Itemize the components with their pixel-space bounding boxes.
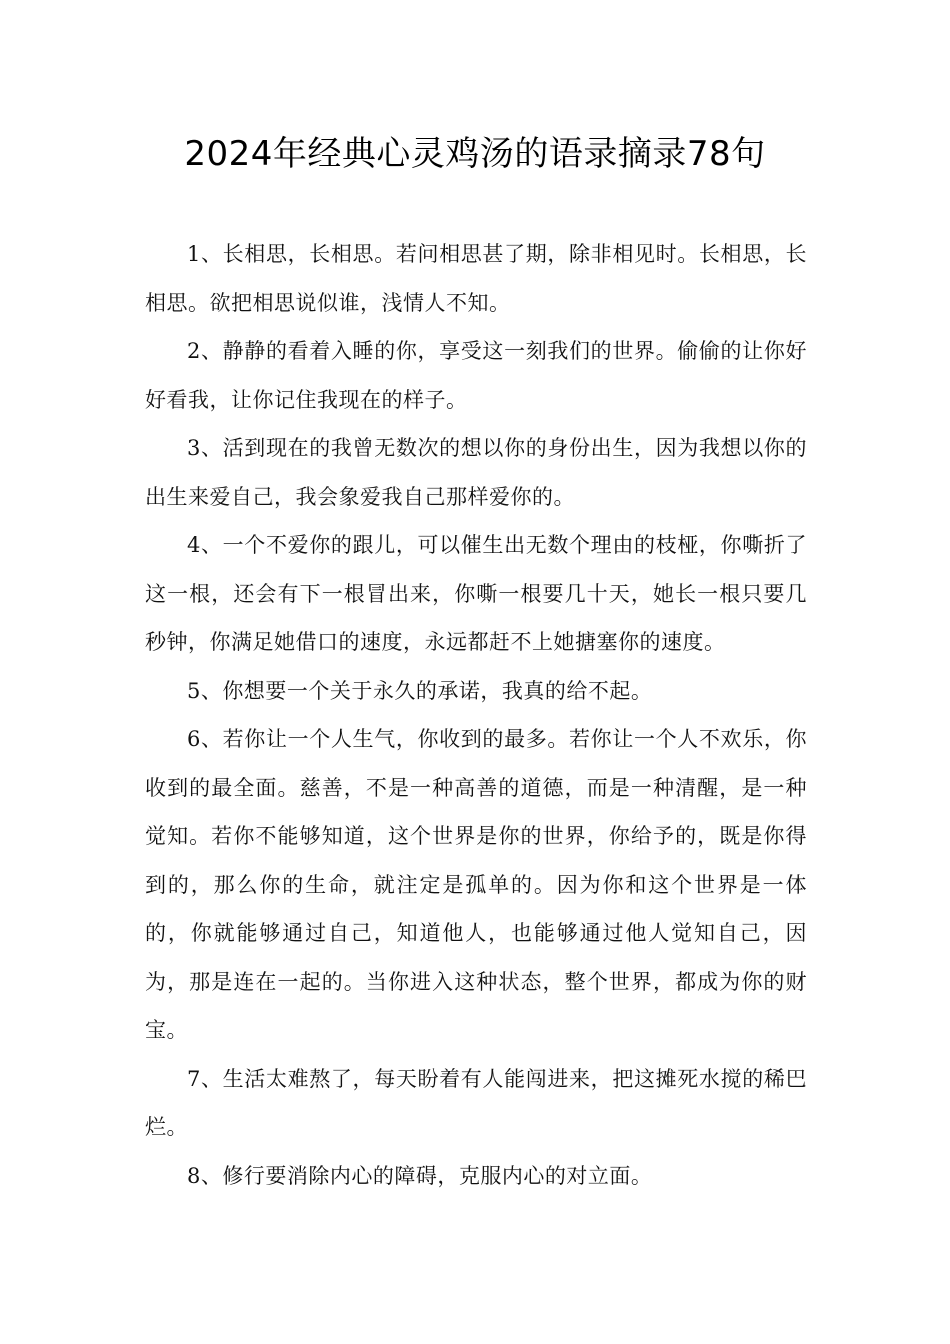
document-title: 2024年经典心灵鸡汤的语录摘录78句 <box>184 134 766 174</box>
quote-paragraph-2: 2、静静的看着入睡的你，享受这一刻我们的世界。偷偷的让你好好看我，让你记住我现在的样子。 <box>145 339 807 412</box>
quote-paragraph-3: 3、活到现在的我曾无数次的想以你的身份出生，因为我想以你的出生来爱自己，我会象爱我自己那样爱你的。 <box>145 436 807 509</box>
quote-paragraph-1: 1、长相思，长相思。若问相思甚了期，除非相见时。长相思，长相思。欲把相思说似谁，浅情人不知。 <box>145 242 807 315</box>
quote-paragraph-8: 8、修行要消除内心的障碍，克服内心的对立面。 <box>187 1163 653 1188</box>
quote-paragraph-7: 7、生活太难熬了，每天盼着有人能闯进来，把这摊死水搅的稀巴烂。 <box>145 1066 807 1139</box>
quote-paragraph-5: 5、你想要一个关于永久的承诺，我真的给不起。 <box>187 678 653 703</box>
document-body <box>145 230 807 1200</box>
quote-paragraph-4: 4、一个不爱你的跟儿，可以催生出无数个理由的枝桠，你嘶折了这一根，还会有下一根冒出来，你嘶一根要几十天，她长一根只要几秒钟，你满足她借口的速度，永远都赶不上她搪塞你的速度。 <box>145 533 807 654</box>
quote-paragraph-6: 6、若你让一个人生气，你收到的最多。若你让一个人不欢乐，你收到的最全面。慈善，不是一种高善的道德，而是一种清醒，是一种觉知。若你不能够知道，这个世界是你的世界，你给予的，既是你得到的，那么你的生命，就注定是孤单的。因为你和这个世界是一体的，你就能够通过自己，知道他人，也能够通过他人觉知自己，因为，那是连在一起的。当你进入这种状态，整个世界，都成为你的财宝。 <box>145 727 807 1042</box>
